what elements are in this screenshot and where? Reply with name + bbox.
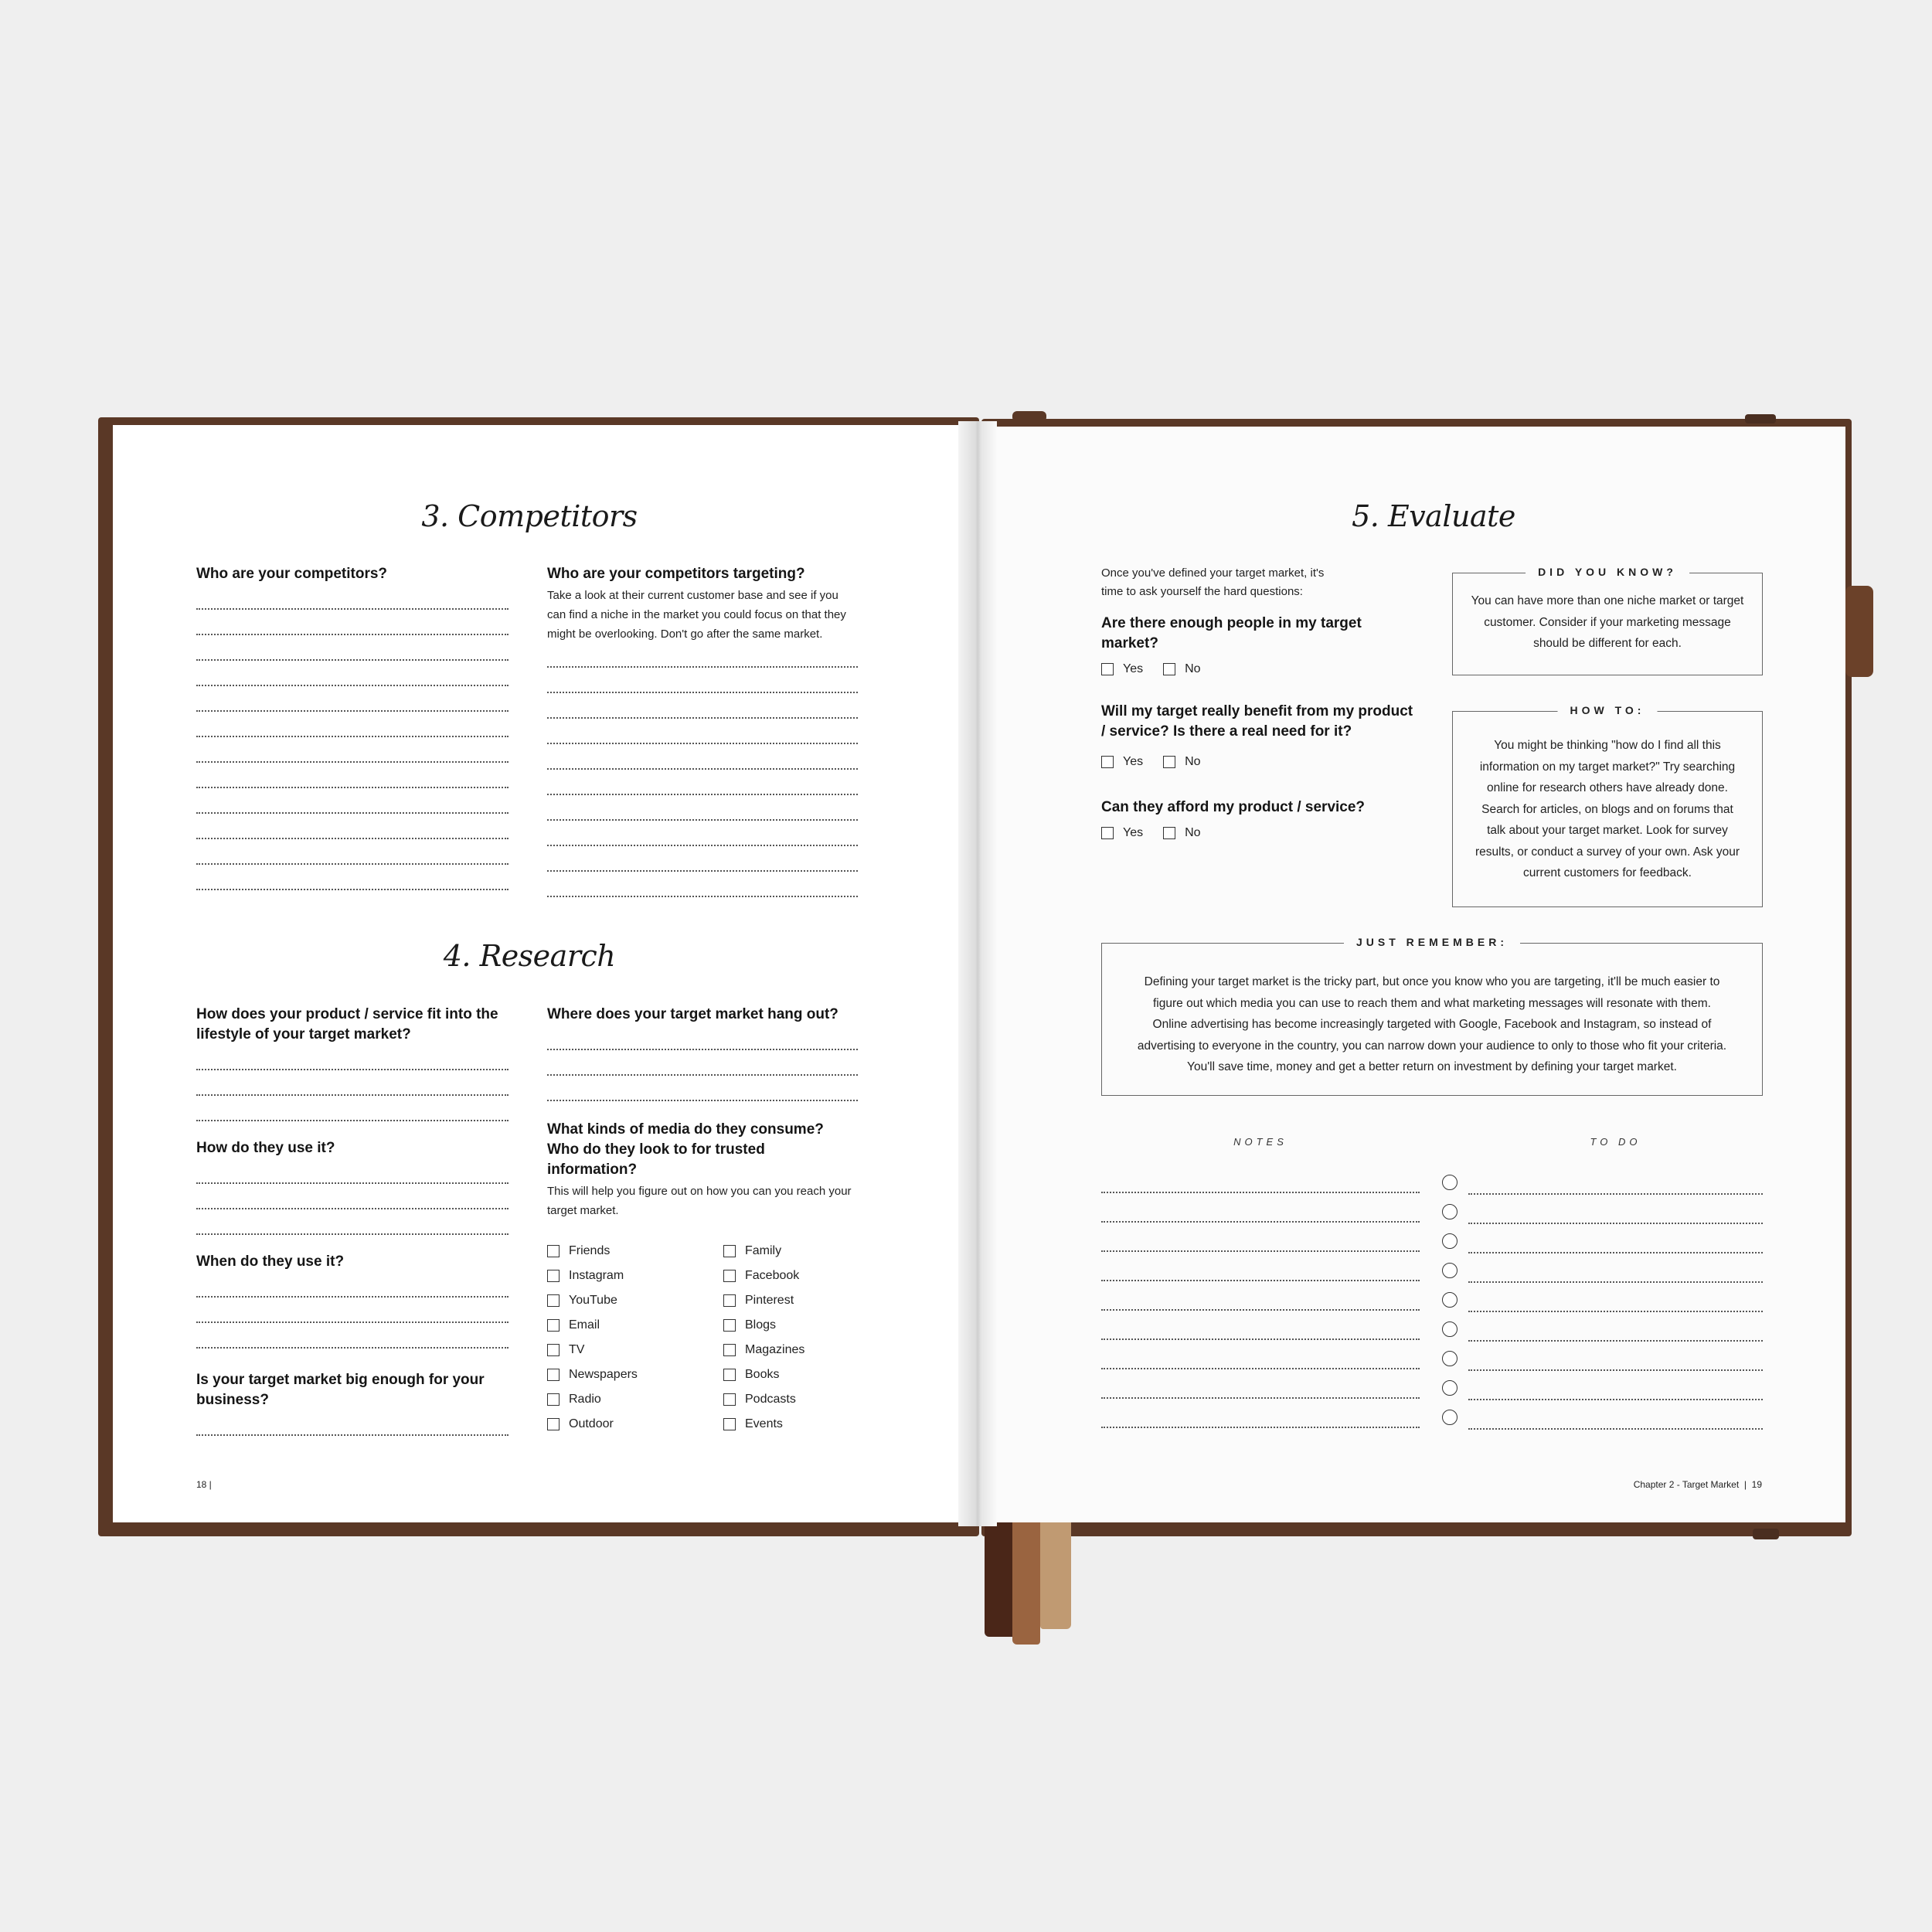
- elastic-tab-bottom: [1753, 1529, 1779, 1539]
- todo-list: [1442, 1165, 1763, 1430]
- todo-line[interactable]: [1468, 1170, 1763, 1195]
- media-option-label: Magazines: [745, 1343, 805, 1356]
- did-you-know-box: [1452, 566, 1763, 675]
- elastic-tab-top: [1745, 414, 1776, 423]
- todo-circle-checkbox[interactable]: [1442, 1175, 1458, 1190]
- question-when-use: When do they use it?: [196, 1253, 345, 1270]
- question-media: What kinds of media do they consume? Who do they look to for trusted information?: [547, 1121, 824, 1178]
- checkbox-square[interactable]: [723, 1418, 736, 1430]
- todo-line[interactable]: [1468, 1346, 1763, 1371]
- answer-lines[interactable]: [196, 1045, 509, 1121]
- question-market-big-enough: Is your target market big enough for your business?: [196, 1372, 485, 1408]
- media-checklist: [547, 1239, 858, 1437]
- media-option-label: Blogs: [745, 1318, 777, 1332]
- competitors-targeting-note: Take a look at their current customer base and see if you can find a niche in the market you could focus on that they might be overlooking. Don't go after the same market.: [547, 589, 846, 641]
- evaluate-title: 5. Evaluate: [1352, 499, 1515, 533]
- media-checkbox[interactable]: [547, 1264, 723, 1288]
- checkbox-square[interactable]: [723, 1294, 736, 1307]
- media-checkbox[interactable]: [723, 1264, 855, 1288]
- answer-lines[interactable]: [547, 642, 858, 897]
- checkbox-square[interactable]: [723, 1270, 736, 1282]
- how-to-text: You might be thinking "how do I find all this information on my target market?" Try searching online for research others have already done. Search for articles, on blogs and on forums that talk about your target market. Look for survey results, or conduct a survey of your own. Ask your current customers for feedback.: [1475, 739, 1740, 879]
- research-left-column: [196, 1005, 509, 1436]
- media-column-2: [723, 1239, 855, 1437]
- media-option-label: Newspapers: [569, 1368, 638, 1381]
- checkbox-square[interactable]: [547, 1270, 560, 1282]
- media-checkbox[interactable]: [723, 1313, 855, 1338]
- todo-circle-checkbox[interactable]: [1442, 1351, 1458, 1366]
- media-option-label: Events: [745, 1417, 783, 1430]
- todo-line[interactable]: [1468, 1199, 1763, 1224]
- todo-item[interactable]: [1442, 1342, 1763, 1371]
- todo-line[interactable]: [1468, 1376, 1763, 1400]
- todo-line[interactable]: [1468, 1287, 1763, 1312]
- media-checkbox[interactable]: [723, 1362, 855, 1387]
- media-checkbox[interactable]: [547, 1412, 723, 1437]
- research-title: 4. Research: [443, 939, 616, 973]
- competitors-right-column: [547, 564, 858, 897]
- media-option-label: YouTube: [569, 1294, 617, 1307]
- media-option-label: Outdoor: [569, 1417, 614, 1430]
- todo-circle-checkbox[interactable]: [1442, 1380, 1458, 1396]
- media-option-label: Podcasts: [745, 1393, 796, 1406]
- notes-lines[interactable]: [1101, 1164, 1420, 1428]
- media-checkbox[interactable]: [547, 1387, 723, 1412]
- how-to-box: [1452, 704, 1763, 907]
- media-checkbox[interactable]: [723, 1338, 855, 1362]
- how-to-label: HOW TO:: [1558, 704, 1658, 716]
- yes-checkbox[interactable]: Yes: [1101, 657, 1143, 682]
- media-option-label: Radio: [569, 1393, 601, 1406]
- todo-line[interactable]: [1468, 1258, 1763, 1283]
- question-real-benefit: Will my target really benefit from my product / service? Is there a real need for it?: [1101, 703, 1413, 740]
- answer-lines[interactable]: [547, 1025, 858, 1101]
- todo-item[interactable]: [1442, 1224, 1763, 1253]
- answer-lines[interactable]: [196, 1272, 509, 1349]
- checkbox-square[interactable]: [723, 1369, 736, 1381]
- todo-item[interactable]: [1442, 1400, 1763, 1430]
- question-who-competitors: Who are your competitors?: [196, 566, 388, 582]
- no-checkbox[interactable]: No: [1163, 821, 1200, 845]
- media-checkbox[interactable]: [723, 1288, 855, 1313]
- media-checkbox[interactable]: [547, 1338, 723, 1362]
- question-afford: Can they afford my product / service?: [1101, 799, 1366, 815]
- yes-no-options: [1101, 657, 1418, 682]
- checkbox-square[interactable]: [547, 1344, 560, 1356]
- competitors-left-column: [196, 564, 509, 890]
- media-checkbox[interactable]: [723, 1412, 855, 1437]
- media-option-label: Instagram: [569, 1269, 624, 1282]
- did-you-know-text: You can have more than one niche market or target customer. Consider if your marketing message should be different for each.: [1471, 594, 1744, 650]
- media-checkbox[interactable]: [723, 1387, 855, 1412]
- todo-item[interactable]: [1442, 1195, 1763, 1224]
- todo-circle-checkbox[interactable]: [1442, 1204, 1458, 1219]
- research-right-column: [547, 1005, 858, 1437]
- answer-lines[interactable]: [196, 584, 509, 890]
- media-option-label: TV: [569, 1343, 585, 1356]
- media-checkbox[interactable]: [547, 1313, 723, 1338]
- book-gutter: [958, 421, 997, 1526]
- checkbox-square[interactable]: [547, 1294, 560, 1307]
- question-competitors-targeting: Who are your competitors targeting?: [547, 566, 805, 582]
- checkbox-square[interactable]: [723, 1393, 736, 1406]
- todo-item[interactable]: [1442, 1165, 1763, 1195]
- ribbon-bookmark-light: [1040, 1522, 1071, 1629]
- checkbox-square[interactable]: [547, 1319, 560, 1332]
- todo-item[interactable]: [1442, 1371, 1763, 1400]
- right-page-footer: Chapter 2 - Target Market | 19: [1633, 1479, 1762, 1490]
- question-how-use: How do they use it?: [196, 1140, 335, 1156]
- checkbox-square[interactable]: [723, 1245, 736, 1257]
- evaluate-column: [1101, 564, 1418, 845]
- checkbox-square[interactable]: [547, 1369, 560, 1381]
- evaluate-intro: Once you've defined your target market, it's time to ask yourself the hard questions:: [1101, 566, 1325, 598]
- left-page-number: 18 |: [196, 1479, 212, 1490]
- pen-loop: [1845, 586, 1873, 677]
- todo-circle-checkbox[interactable]: [1442, 1292, 1458, 1308]
- notes-label: NOTES: [1233, 1136, 1287, 1148]
- media-option-label: Family: [745, 1244, 782, 1257]
- todo-circle-checkbox[interactable]: [1442, 1321, 1458, 1337]
- just-remember-label: JUST REMEMBER:: [1344, 936, 1520, 948]
- media-option-label: Facebook: [745, 1269, 800, 1282]
- todo-circle-checkbox[interactable]: [1442, 1410, 1458, 1425]
- yes-no-options: [1101, 750, 1418, 774]
- no-checkbox[interactable]: No: [1163, 657, 1200, 682]
- question-hang-out: Where does your target market hang out?: [547, 1006, 838, 1022]
- todo-circle-checkbox[interactable]: [1442, 1263, 1458, 1278]
- checkbox-square[interactable]: [547, 1418, 560, 1430]
- competitors-title: 3. Competitors: [421, 499, 638, 533]
- todo-label: TO DO: [1590, 1136, 1641, 1148]
- media-option-label: Email: [569, 1318, 600, 1332]
- checkbox-square[interactable]: [723, 1319, 736, 1332]
- ribbon-bookmark-dark: [985, 1522, 1015, 1637]
- media-checkbox[interactable]: [547, 1288, 723, 1313]
- media-checkbox[interactable]: [547, 1239, 723, 1264]
- todo-item[interactable]: [1442, 1312, 1763, 1342]
- todo-circle-checkbox[interactable]: [1442, 1233, 1458, 1249]
- just-remember-text: Defining your target market is the tricky part, but once you know who you are targeting, it'll be much easier to figure out which media you can use to reach them and what marketing messages will resonate with them. Online advertising has become increasingly targeted with Google, Facebook and Instagram, so instead of advertising to everyone in the country, you can narrow down your audience to only to those who fit your criteria. You'll save time, money and get a better return on investment by defining your target market.: [1137, 975, 1727, 1073]
- yes-checkbox[interactable]: Yes: [1101, 750, 1143, 774]
- todo-item[interactable]: [1442, 1253, 1763, 1283]
- media-option-label: Friends: [569, 1244, 611, 1257]
- checkbox-square[interactable]: [723, 1344, 736, 1356]
- no-checkbox[interactable]: No: [1163, 750, 1200, 774]
- ribbon-bookmark-mid: [1012, 1522, 1040, 1645]
- media-checkbox[interactable]: [723, 1239, 855, 1264]
- just-remember-box: [1101, 936, 1763, 1096]
- media-column-1: [547, 1239, 723, 1437]
- todo-item[interactable]: [1442, 1283, 1763, 1312]
- checkbox-square[interactable]: [547, 1393, 560, 1406]
- todo-line[interactable]: [1468, 1229, 1763, 1253]
- media-option-label: Books: [745, 1368, 780, 1381]
- media-checkbox[interactable]: [547, 1362, 723, 1387]
- question-enough-people: Are there enough people in my target market?: [1101, 615, 1362, 651]
- did-you-know-label: DID YOU KNOW?: [1526, 566, 1689, 578]
- todo-line[interactable]: [1468, 1317, 1763, 1342]
- yes-checkbox[interactable]: Yes: [1101, 821, 1143, 845]
- yes-no-options: [1101, 821, 1418, 845]
- checkbox-square[interactable]: [547, 1245, 560, 1257]
- todo-line[interactable]: [1468, 1405, 1763, 1430]
- question-lifestyle: How does your product / service fit into the lifestyle of your target market?: [196, 1006, 498, 1043]
- headband-tab: [1012, 411, 1046, 422]
- media-note: This will help you figure out on how you can you reach your target market.: [547, 1185, 852, 1217]
- answer-lines[interactable]: [196, 1410, 509, 1436]
- media-option-label: Pinterest: [745, 1294, 794, 1307]
- answer-lines[interactable]: [196, 1158, 509, 1235]
